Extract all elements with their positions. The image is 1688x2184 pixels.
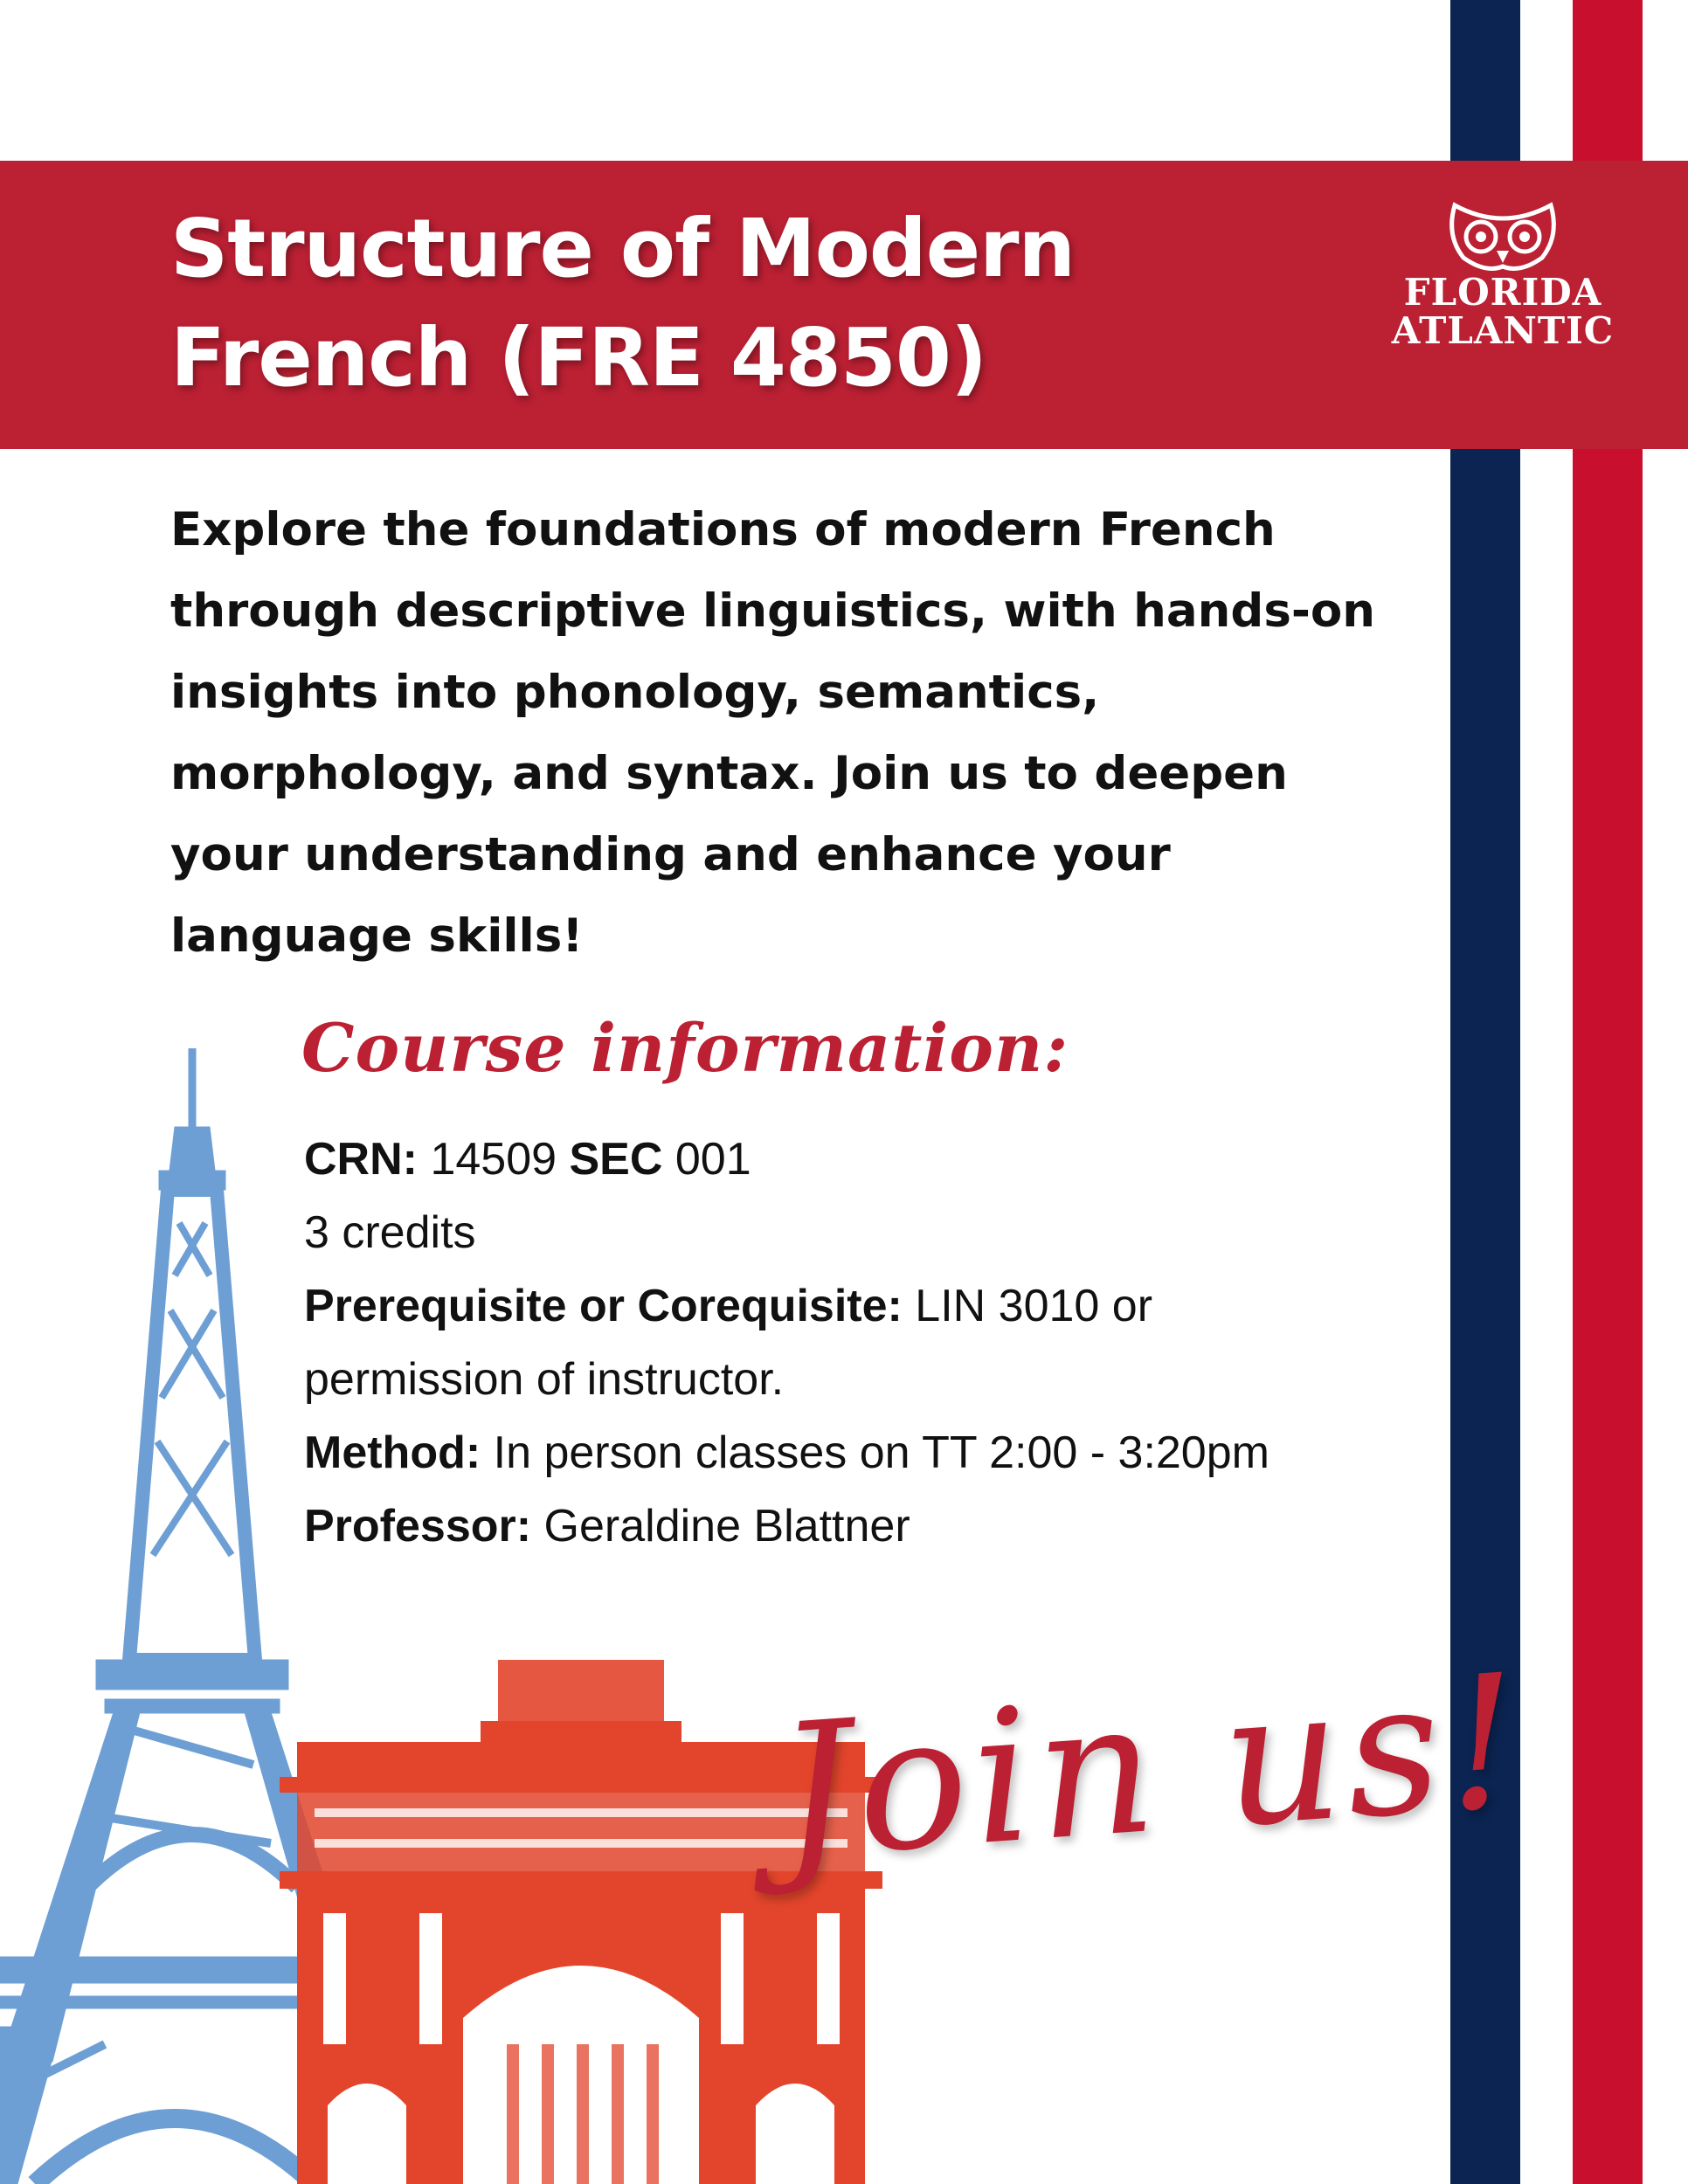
prereq-line — [304, 1269, 1370, 1416]
crn-value: 14509 — [430, 1134, 557, 1185]
sec-label: SEC — [569, 1134, 663, 1185]
crn-line — [304, 1123, 1370, 1196]
logo-line-1: FLORIDA — [1403, 271, 1602, 314]
intro-paragraph: Explore the foundations of modern French through descriptive linguistics, with hands-on insights into phonology, semantics, morphology, and syntax. Join us to deepen your understanding and enhance your language skills! — [170, 503, 1376, 963]
professor-line — [304, 1489, 1370, 1563]
crn-label: CRN: — [304, 1134, 418, 1185]
title-line-2: French (FRE 4850) — [170, 311, 986, 404]
course-info-heading: Course information: — [301, 1009, 1069, 1087]
owl-icon — [1437, 197, 1568, 273]
fau-logo — [1372, 197, 1634, 363]
sec-value: 001 — [675, 1134, 751, 1185]
page-title — [170, 194, 1306, 412]
course-info-block — [304, 1123, 1370, 1563]
professor-label: Professor: — [304, 1501, 532, 1552]
logo-line-2: ATLANTIC — [1391, 309, 1615, 352]
title-line-1: Structure of Modern — [170, 202, 1076, 295]
method-label: Method: — [304, 1427, 481, 1478]
prereq-label: Prerequisite or Corequisite: — [304, 1281, 903, 1331]
method-line — [304, 1416, 1370, 1489]
method-value: In person classes on TT 2:00 - 3:20pm — [493, 1427, 1269, 1478]
professor-value: Geraldine Blattner — [543, 1501, 910, 1552]
prereq-value: LIN 3010 or permission of instructor. — [304, 1281, 1153, 1405]
join-us-callout: Join us! — [771, 1634, 1532, 1900]
credits-line: 3 credits — [304, 1207, 476, 1258]
